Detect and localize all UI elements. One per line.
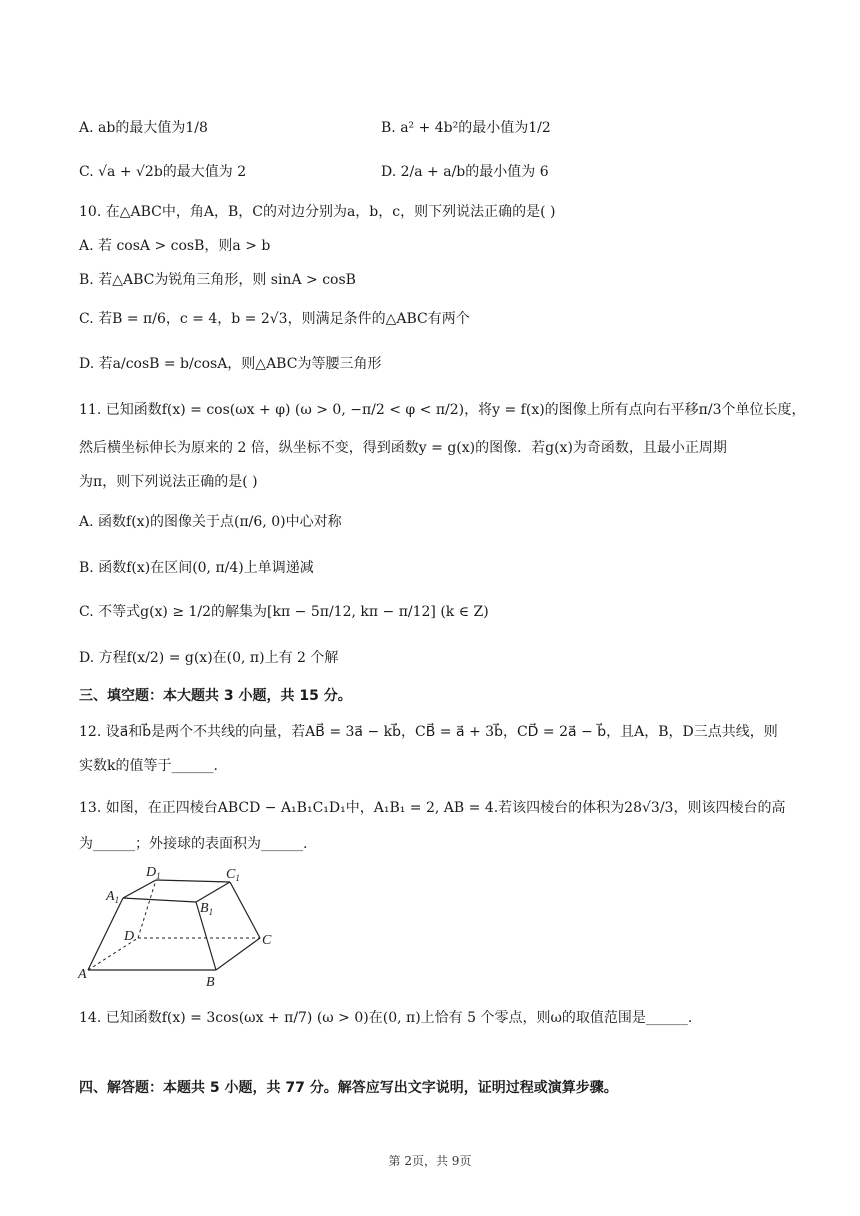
- label-a: A: [78, 967, 87, 982]
- section-3-heading: 三、填空题：本大题共 3 小题，共 15 分。: [79, 688, 352, 704]
- question-11-line3: 为π，则下列说法正确的是( ): [79, 474, 258, 490]
- option-10c: C. 若B = π/6，c = 4，b = 2√3，则满足条件的△ABC有两个: [79, 311, 470, 327]
- section-4-heading: 四、解答题：本题共 5 小题，共 77 分。解答应写出文字说明，证明过程或演算步骤。: [79, 1080, 618, 1096]
- option-10b: B. 若△ABC为锐角三角形，则 sinA > cosB: [79, 272, 356, 288]
- page-footer: 第 2页，共 9页: [388, 1154, 472, 1168]
- option-11b: B. 函数f(x)在区间(0, π/4)上单调递减: [79, 560, 314, 576]
- option-9b: B. a² + 4b²的最小值为1/2: [381, 120, 551, 136]
- option-10d: D. 若a/cosB = b/cosA，则△ABC为等腰三角形: [79, 356, 382, 372]
- question-11-line1: 11. 已知函数f(x) = cos(ωx + φ) (ω > 0, −π/2 < φ < π/2)，将y = f(x)的图像上所有点向右平移π/3个单位长度，: [79, 402, 806, 418]
- edge-c1d1: [156, 880, 230, 882]
- label-d1: $D_1$: [146, 865, 161, 881]
- question-14: 14. 已知函数f(x) = 3cos(ωx + π/7) (ω > 0)在(0, π)上恰有 5 个零点，则ω的取值范围是______.: [79, 1010, 693, 1026]
- question-11-line2: 然后横坐标伸长为原来的 2 倍，纵坐标不变，得到函数y = g(x)的图像．若g(x)为奇函数，且最小正周期: [79, 440, 727, 456]
- question-13-line2: 为______；外接球的表面积为______.: [79, 836, 308, 852]
- label-c: C: [262, 933, 272, 948]
- label-b: B: [206, 975, 215, 990]
- label-b1: $B_1$: [200, 901, 214, 917]
- label-c1: $C_1$: [226, 867, 240, 883]
- question-12-line1: 12. 设a⃗和b⃗是两个不共线的向量，若AB⃗ = 3a⃗ − kb⃗，CB⃗ = a⃗ + 3b⃗，CD⃗ = 2a⃗ − b⃗，且A，B，D三点共线，则: [79, 724, 778, 740]
- question-10: 10. 在△ABC中，角A，B，C的对边分别为a，b，c，则下列说法正确的是( ): [79, 204, 556, 220]
- edge-a1b1: [123, 898, 196, 902]
- option-9a: A. ab的最大值为1/8: [79, 120, 208, 136]
- question-13-line1: 13. 如图，在正四棱台ABCD − A₁B₁C₁D₁中，A₁B₁ = 2, AB = 4.若该四棱台的体积为28√3/3，则该四棱台的高: [79, 800, 786, 816]
- option-10a: A. 若 cosA > cosB，则a > b: [79, 238, 271, 254]
- option-11d: D. 方程f(x/2) = g(x)在(0, π)上有 2 个解: [79, 650, 339, 666]
- edge-b1c1: [196, 882, 230, 902]
- option-9c: C. √a + √2b的最大值为 2: [79, 164, 247, 180]
- edge-cc1: [230, 882, 260, 938]
- frustum-figure: [76, 860, 286, 990]
- option-11a: A. 函数f(x)的图像关于点(π/6, 0)中心对称: [79, 514, 342, 530]
- label-d: D: [124, 929, 135, 944]
- question-12-line2: 实数k的值等于______.: [79, 758, 218, 774]
- label-a1: $A_1$: [106, 889, 120, 905]
- option-11c: C. 不等式g(x) ≥ 1/2的解集为[kπ − 5π/12, kπ − π/12] (k ∈ Z): [79, 604, 489, 620]
- edge-bc: [216, 938, 260, 970]
- option-9d: D. 2/a + a/b的最小值为 6: [381, 164, 549, 180]
